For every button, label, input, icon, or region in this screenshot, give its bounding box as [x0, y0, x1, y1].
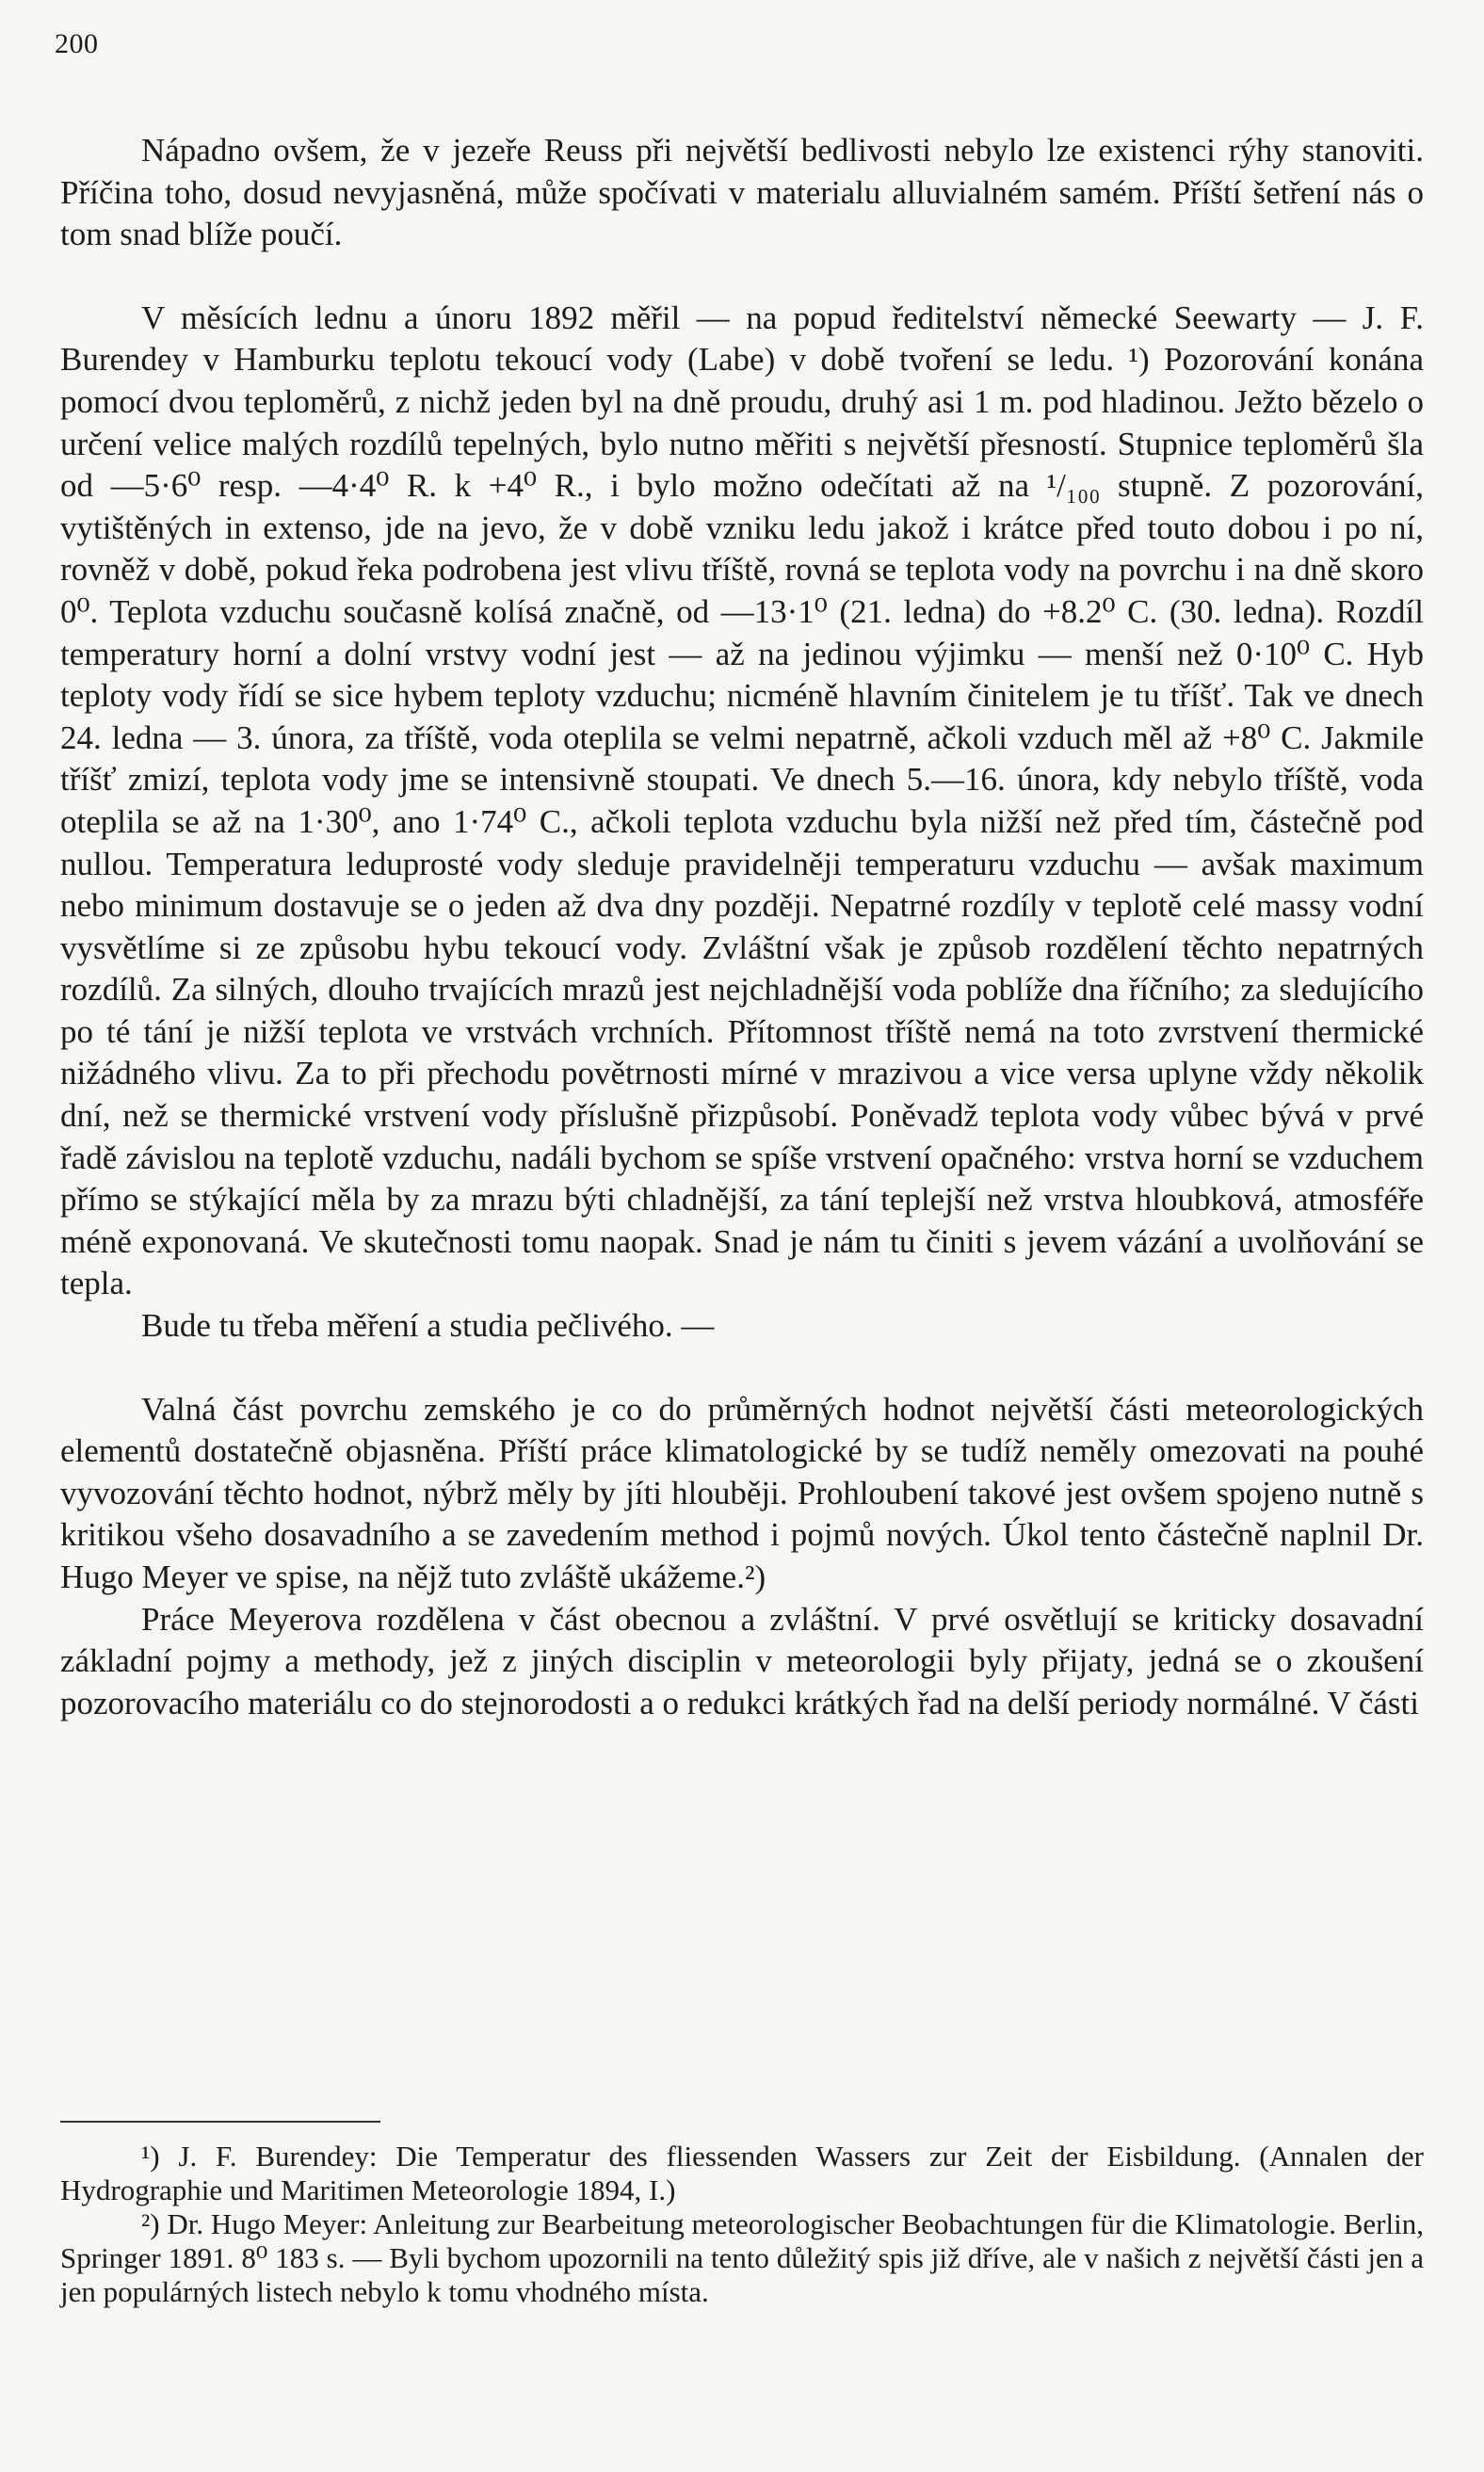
- footnotes: [60, 2140, 1424, 2309]
- paragraph-4: Valná část povrchu zemského je co do průměrných hodnot největší části meteorologických elementů dostatečně objasněna. Příští práce klimatologické by se tudíž neměly omezovati na pouhé vyvozování těchto hodnot, nýbrž měly by jíti hlouběji. Prohloubení takové jest ovšem spojeno nutně s kritikou všeho dosavadního a se zavedením method i pojmů nových. Úkol tento částečně naplnil Dr. Hugo Meyer ve spise, na nějž tuto zvláště ukážeme.²): [60, 1390, 1424, 1595]
- paragraph-3: Bude tu třeba měření a studia pečlivého. —: [141, 1307, 715, 1345]
- footnote-divider: [60, 2121, 380, 2123]
- paragraph-1: Nápadno ovšem, že v jezeře Reuss při největší bedlivosti nebylo lze existenci rýhy stanoviti. Příčina toho, dosud nevyjasněná, může spočívati v materialu alluvialném samém. Příští šetření nás o tom snad blíže poučí.: [60, 132, 1424, 253]
- paragraph-2: V měsících lednu a únoru 1892 měřil — na popud ředitelství německé Seewarty — J. F. Burendey v Hamburku teplotu tekoucí vody (Labe) v době tvoření se ledu. ¹) Pozorování konána pomocí dvou teploměrů, z nichž jeden byl na dně proudu, druhý asi 1 m. pod hladinou. Ježto bězelo o určení velice malých rozdílů tepelných, bylo nutno měřiti s největší přesností. Stupnice teploměrů šla od —5·6⁰ resp. —4·4⁰ R. k +4⁰ R., i bylo možno odečítati až na ¹/₁₀₀ stupně. Z pozorování, vytištěných in extenso, jde na jevo, že v době vzniku ledu jakož i krátce před touto dobou i po ní, rovněž v době, pokud řeka podrobena jest vlivu tříště, rovná se teplota vody na povrchu i na dně skoro 0⁰. Teplota vzduchu současně kolísá značně, od —13·1⁰ (21. ledna) do +8.2⁰ C. (30. ledna). Rozdíl temperatury horní a dolní vrstvy vodní jest — až na jedinou výjimku — menší než 0·10⁰ C. Hyb teploty vody řídí se sice hybem teploty vzduchu; nicméně hlavním činitelem je tu tříšť. Tak ve dnech 24. ledna — 3. února, za tříště, voda oteplila se velmi nepatrně, ačkoli vzduch měl až +8⁰ C. Jakmile tříšť zmizí, teplota vody jme se intensivně stoupati. Ve dnech 5.—16. února, kdy nebylo tříště, voda oteplila se až na 1·30⁰, ano 1·74⁰ C., ačkoli teplota vzduchu byla nižší než před tím, částečně pod nullou. Temperatura leduprosté vody sleduje pravidelněji temperaturu vzduchu — avšak maximum nebo minimum dostavuje se o jeden až dva dny později. Nepatrné rozdíly v teplotě celé massy vodní vysvětlíme si ze způsobu hybu tekoucí vody. Zvláštní však je způsob rozdělení těchto nepatrných rozdílů. Za silných, dlouho trvajících mrazů jest nejchladnější voda poblíže dna říčního; za sledujícího po té tání je nižší teplota ve vrstvách vrchních. Přítomnost tříště nemá na toto zvrstvení thermické nižádného vlivu. Za to při přechodu povětrnosti mírné v mrazivou a vice versa uplyne vždy několik dní, než se thermické vrstvení vody příslušně přizpůsobí. Poněvadž teplota vody vůbec bývá v prvé řadě závislou na teplotě vzduchu, nadáli bychom se spíše vrstvení opačného: vrstva horní se vzduchem přímo se stýkající měla by za mrazu býti chladnější, za tání teplejší než vrstva hloubková, atmosféře méně exponovaná. Ve skutečnosti tomu naopak. Snad je nám tu činiti s jevem vázání a uvolňování se tepla.: [60, 299, 1424, 1302]
- footnote-2: ²) Dr. Hugo Meyer: Anleitung zur Bearbeitung meteorologischer Beobachtungen für die Klimatologie. Berlin, Springer 1891. 8⁰ 183 s. — Byli bychom upozornili na tento důležitý spis již dříve, ale v našich z největší části jen a jen populárných listech nebylo k tomu vhodného místa.: [60, 2207, 1424, 2308]
- paragraph-5: Práce Meyerova rozdělena v část obecnou a zvláštní. V prvé osvětlují se kriticky dosavadní základní pojmy a methody, jež z jiných disciplin v meteorologii byly přijaty, jedná se o zkoušení pozorovacího materiálu co do stejnorodosti a o redukci krátkých řad na delší periody normálné. V části: [60, 1600, 1424, 1721]
- footnote-1: ¹) J. F. Burendey: Die Temperatur des fliessenden Wassers zur Zeit der Eisbildung. (Annalen der Hydrographie und Maritimen Meteorologie 1894, I.): [60, 2140, 1424, 2206]
- page-number: 200: [55, 28, 99, 59]
- main-text: [60, 130, 1424, 1724]
